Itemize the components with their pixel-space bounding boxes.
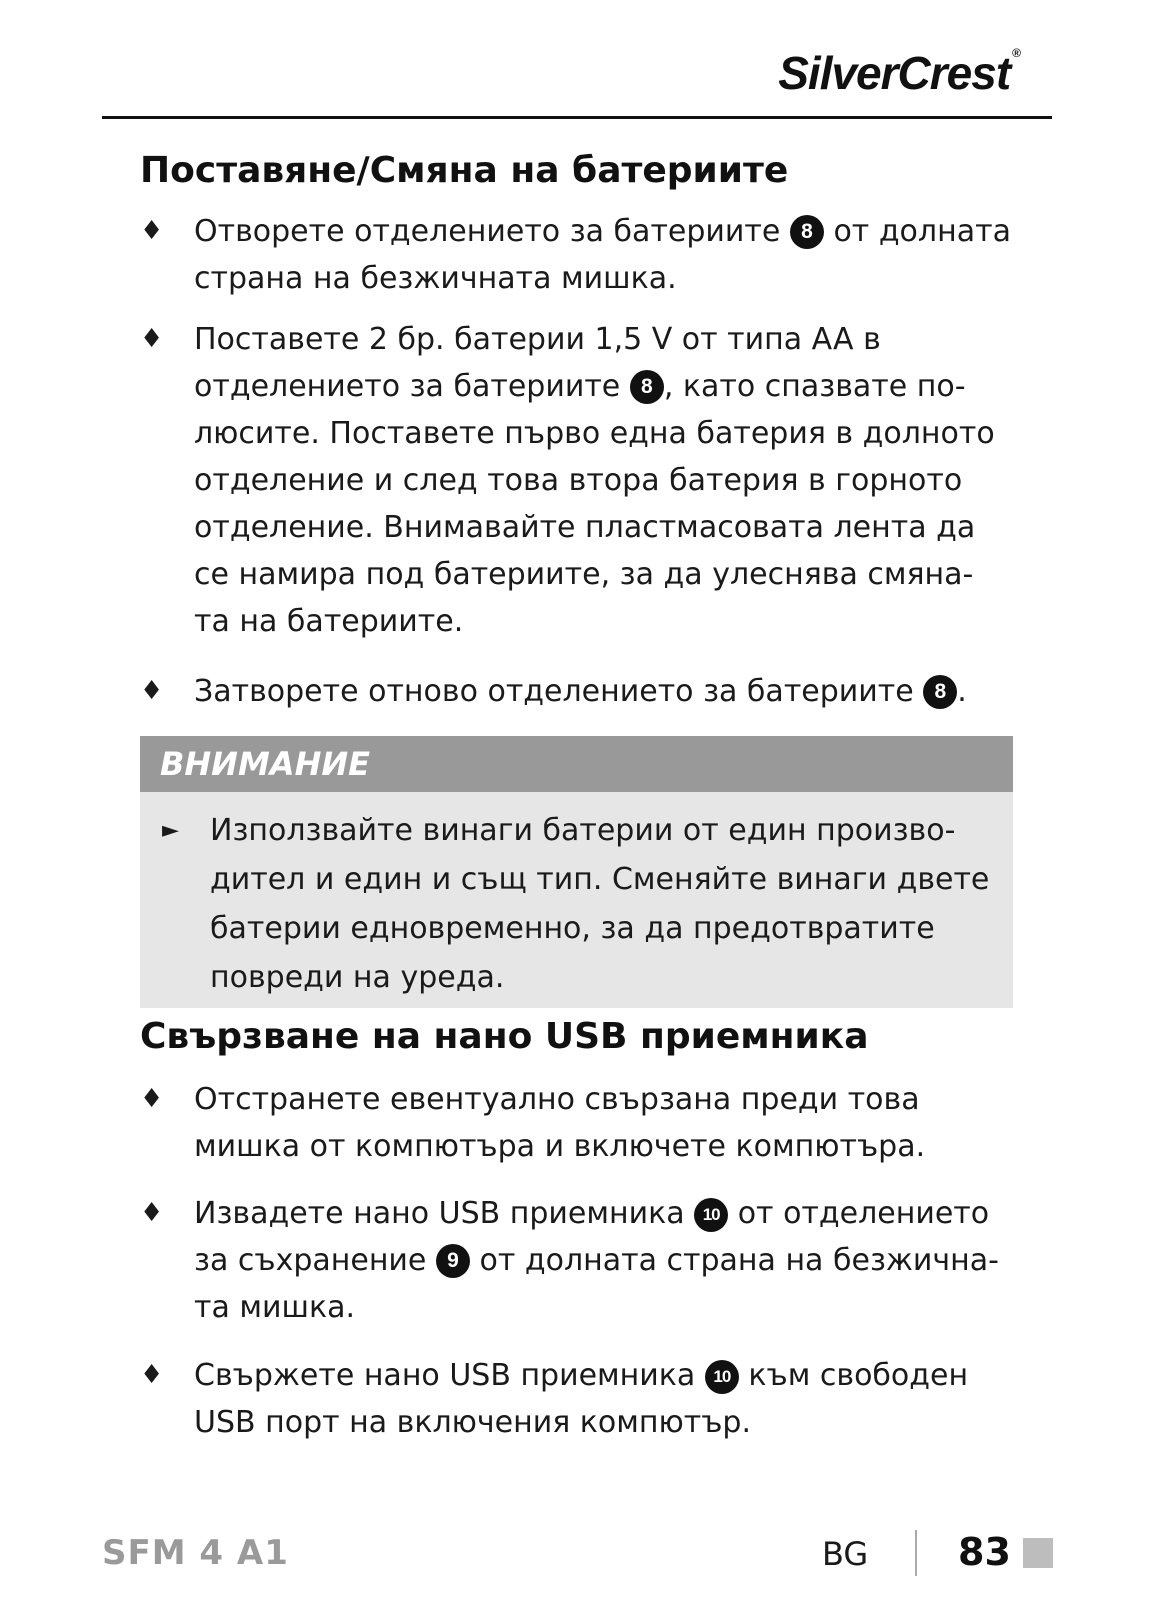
- bullet-text: USB порт на включения компютър.: [194, 1405, 752, 1440]
- bullet-text: Отстранете евентуално свързана преди това: [194, 1082, 920, 1117]
- bullet-text: мишка от компютъра и включете компютъра.: [194, 1129, 926, 1164]
- warning-box: [140, 736, 1013, 1008]
- ref-number-8-icon: 8: [630, 370, 664, 404]
- bullet-text: от долната: [833, 214, 1011, 249]
- square-marker-icon: [1023, 1538, 1053, 1568]
- bullet-text: отделението за батериите: [194, 369, 621, 404]
- warning-heading: ВНИМАНИЕ: [140, 736, 1013, 792]
- ref-number-8-icon: 8: [923, 675, 957, 709]
- diamond-bullet-icon: ♦: [140, 1198, 164, 1228]
- bullet-text: Отворете отделението за батериите: [194, 214, 781, 249]
- warning-text: дител и един и същ тип. Сменяйте винаги двете: [210, 862, 990, 897]
- list-item: [140, 668, 1040, 715]
- bullet-text: люсите. Поставете първо една батерия в долното: [194, 416, 995, 451]
- brand-logo: [778, 46, 1020, 100]
- bullet-text: .: [957, 674, 967, 709]
- bullet-text: та на батериите.: [194, 604, 464, 639]
- section-title-usb: Свързване на нано USB приемника: [140, 1016, 869, 1057]
- bullet-text: от долната страна на безжична-: [479, 1243, 999, 1278]
- header-rule: [102, 116, 1052, 119]
- arrow-bullet-icon: ►: [162, 818, 179, 843]
- warning-text: повреди на уреда.: [210, 960, 505, 995]
- bullet-text: се намира под батериите, за да улеснява смяна-: [194, 557, 974, 592]
- brand-name: SilverCrest: [778, 47, 1011, 99]
- bullet-text: Затворете отново отделението за батериите: [194, 674, 914, 709]
- diamond-bullet-icon: ♦: [140, 1084, 164, 1114]
- ref-number-10-icon: 10: [705, 1360, 739, 1394]
- page-number: 83: [958, 1530, 1011, 1574]
- language-code: BG: [822, 1535, 869, 1573]
- bullet-text: отделение и след това втора батерия в горното: [194, 463, 963, 498]
- section-title-batteries: Поставяне/Смяна на батериите: [140, 150, 789, 191]
- list-item: [140, 1352, 1040, 1446]
- bullet-text: за съхранение: [194, 1243, 427, 1278]
- footer-divider: [915, 1530, 917, 1576]
- bullet-text: та мишка.: [194, 1290, 356, 1325]
- model-number: SFM 4 A1: [102, 1533, 289, 1573]
- bullet-text: отделение. Внимавайте пластмасовата лента да: [194, 510, 976, 545]
- bullet-text: Извадете нано USB приемника: [194, 1196, 685, 1231]
- bullet-text: Свържете нано USB приемника: [194, 1358, 696, 1393]
- registered-mark: ®: [1012, 46, 1020, 60]
- bullet-text: към свободен: [748, 1358, 969, 1393]
- warning-text: Използвайте винаги батерии от един произво-: [210, 813, 956, 848]
- warning-body: [140, 806, 1013, 1002]
- bullet-text: , като спазвате по-: [663, 369, 966, 404]
- diamond-bullet-icon: ♦: [140, 1360, 164, 1390]
- list-item: [140, 208, 1040, 302]
- list-item: [140, 316, 1040, 645]
- warning-text: батерии едновременно, за да предотвратите: [210, 911, 935, 946]
- diamond-bullet-icon: ♦: [140, 324, 164, 354]
- bullet-text: от отделението: [737, 1196, 990, 1231]
- diamond-bullet-icon: ♦: [140, 216, 164, 246]
- list-item: [140, 1076, 1040, 1170]
- ref-number-9-icon: 9: [436, 1244, 470, 1278]
- bullet-text: страна на безжичната мишка.: [194, 261, 677, 296]
- ref-number-10-icon: 10: [694, 1198, 728, 1232]
- list-item: [140, 1190, 1040, 1331]
- bullet-text: Поставете 2 бр. батерии 1,5 V от типа AA в: [194, 322, 881, 357]
- diamond-bullet-icon: ♦: [140, 676, 164, 706]
- ref-number-8-icon: 8: [790, 215, 824, 249]
